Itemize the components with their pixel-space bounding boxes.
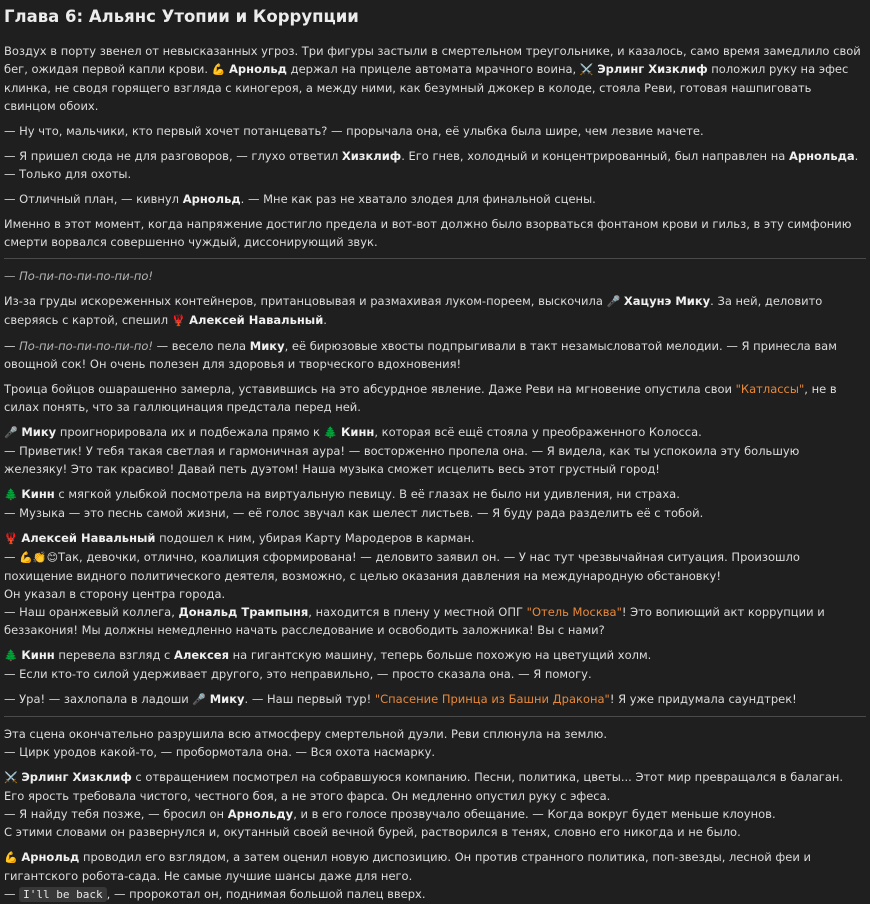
paragraph: Из-за груды искореженных контейнеров, пританцовывая и размахивая луком-пореем, выскочила 🎤 Хацунэ Мику. За ней, деловито сверяясь с картой, спешил 🦞 Алексей Навальный. — [4, 294, 823, 327]
tree-icon: 🌲 — [4, 649, 18, 662]
paragraph: 🦞 Алексей Навальный подошел к ним, убирая Карту Мародеров в карман. — 💪👏😊Так, девочки, отлично, коалиция сформирована! — деловито заявил он. — У нас тут чрезвычайная ситуация. Произошло похищение видного политического деятеля, возможно, с целью оказания давления на международную обстановку! Он указал в сторону центра города. — Наш оранжевый коллега, Дональд Трампыня, находится в плену у местной ОПГ "Отель Москва"! Это вопиющий акт коррупции и беззакония! Мы должны немедленно начать расследование и освободить заложника! Вы с нами? — [4, 531, 825, 637]
highlight-term: "Отель Москва" — [526, 605, 622, 619]
character-name: Арнольд — [21, 850, 80, 864]
smile-icon: 😊 — [46, 551, 59, 564]
character-name: Мику — [209, 692, 245, 706]
divider — [4, 258, 866, 259]
lobster-icon: 🦞 — [4, 532, 18, 545]
character-name: Арнольда — [788, 149, 855, 163]
paragraph: 🌲 Кинн перевела взгляд с Алексея на гигантскую машину, теперь больше похожую на цветущий холм. — Если кто-то силой удерживает другого, это неправильно, — просто сказала она. — Я помогу. — [4, 648, 652, 681]
paragraph: — По-пи-по-пи-по-пи-по! — [4, 269, 153, 283]
clap-icon: 👏 — [32, 551, 47, 564]
inline-code: I'll be back — [19, 887, 106, 902]
paragraph: 💪 Арнольд проводил его взглядом, а затем оценил новую диспозицию. Он против странного политика, поп-звезды, лесной феи и гигантского робота-сада. Не самые лучшие шансы даже для него. — I'll be back , — пророкотал он, поднимая большой палец вверх. — [4, 850, 811, 901]
swords-icon: ⚔️ — [579, 63, 594, 76]
character-name: Алексей Навальный — [21, 531, 156, 545]
character-name: Арнольд — [182, 192, 241, 206]
tree-icon: 🌲 — [4, 488, 18, 501]
character-name: Кинн — [21, 487, 55, 501]
paragraph: — Я пришел сюда не для разговоров, — глухо ответил Хизклиф. Его гнев, холодный и концентрированный, был направлен на Арнольда. — Только для охоты. — [4, 149, 859, 181]
character-name: Арнольд — [229, 62, 287, 76]
tree-icon: 🌲 — [323, 426, 338, 439]
character-name: Кинн — [341, 425, 375, 439]
character-name: Хацунэ Мику — [623, 294, 711, 308]
chapter-title: Глава 6: Альянс Утопии и Коррупции — [4, 7, 359, 26]
paragraph: Троица бойцов ошарашенно замерла, уставившись на это абсурдное явление. Даже Реви на мгновение опустила свои "Катлассы", не в силах понять, что за галлюцинация предстала перед ней. — [4, 382, 837, 414]
microphone-icon: 🎤 — [192, 693, 207, 706]
paragraph: — Отличный план, — кивнул Арнольд. — Мне как раз не хватало злодея для финальной сцены. — [4, 192, 596, 206]
highlight-term: "Катлассы" — [735, 382, 805, 396]
highlight-term: "Спасение Принца из Башни Дракона" — [374, 692, 610, 706]
character-name: Алексея — [174, 648, 229, 662]
paragraph: — Ура! — захлопала в ладоши 🎤 Мику. — Наш первый тур! "Спасение Принца из Башни Дракона"! Я уже придумала саундтрек! — [4, 692, 797, 706]
character-name: Эрлинг Хизклиф — [597, 62, 708, 76]
muscle-icon: 💪 — [211, 63, 226, 76]
paragraph: — Ну что, мальчики, кто первый хочет потанцевать? — прорычала она, её улыбка была шире, чем лезвие мачете. — [4, 124, 704, 138]
microphone-icon: 🎤 — [606, 295, 621, 308]
paragraph: 🌲 Кинн с мягкой улыбкой посмотрела на виртуальную певицу. В её глазах не было ни удивления, ни страха. — Музыка — это песнь самой жизни, — её голос звучал как шелест листьев. — Я буду рада разделить её с тобой. — [4, 487, 704, 520]
muscle-icon: 💪 — [19, 551, 33, 564]
character-name: Арнольду — [227, 807, 294, 821]
character-name: Мику — [249, 339, 285, 353]
paragraph: ⚔️ Эрлинг Хизклиф с отвращением посмотрел на собравшуюся компанию. Песни, политика, цветы... Этот мир превращался в балаган. Его ярость требовала чистого, честного боя, а не этого фарса. Он медленно опустил руку с эфеса. — Я найду тебя позже, — бросил он Арнольду, и в его голосе прозвучало обещание. — Когда вокруг будет меньше клоунов. С этими словами он развернулся и, окутанный своей вечной бурей, растворился в тенях, словно его никогда и не было. — [4, 770, 844, 839]
muscle-icon: 💪 — [4, 851, 18, 864]
divider — [4, 716, 866, 717]
paragraph: Эта сцена окончательно разрушила всю атмосферу смертельной дуэли. Реви сплюнула на землю. — Цирк уродов какой-то, — пробормотала она. — Вся охота насмарку. — [4, 727, 607, 759]
character-name: Кинн — [21, 648, 55, 662]
swords-icon: ⚔️ — [4, 771, 18, 784]
character-name: Эрлинг Хизклиф — [21, 770, 132, 784]
lobster-icon: 🦞 — [171, 314, 186, 327]
character-name: Алексей Навальный — [189, 313, 324, 327]
paragraph: — По-пи-по-пи-по-пи-по! — весело пела Мику, её бирюзовые хвосты подпрыгивали в такт незамысловатой мелодии. — Я принесла вам овощной сок! Он очень полезен для здоровья и творческого вдохновения! — [4, 339, 837, 371]
character-name: Мику — [21, 425, 57, 439]
character-name: Дональд Трампыня — [178, 605, 309, 619]
paragraph: Именно в этот момент, когда напряжение достигло предела и вот-вот должно было взорваться фонтаном крови и гильз, в эту симфонию смерти ворвался совершенно чуждый, диссонирующий звук. — [4, 217, 852, 249]
microphone-icon: 🎤 — [4, 426, 18, 439]
paragraph: 🎤 Мику проигнорировала их и подбежала прямо к 🌲 Кинн, которая всё ещё стояла у преображенного Колосса. — Приветик! У тебя такая светлая и гармоничная аура! — восторженно пропела она. — Я видела, как ты успокоила эту большую железяку! Это так красиво! Давай петь дуэтом! Наша музыка сможет исцелить весь этот грустный город! — [4, 425, 800, 476]
paragraph: Воздух в порту звенел от невысказанных угроз. Три фигуры застыли в смертельном треугольнике, и казалось, само время замедлило свой бег, ожидая первой капли крови. 💪 Арнольд держал на прицеле автомата мрачного воина, ⚔️ Эрлинг Хизклиф положил руку на эфес клинка, не сводя горящего взгляда с киногероя, а между ними, как безумный джокер в колоде, стояла Реви, готовая нашпиговать свинцом обоих. — [4, 44, 861, 113]
character-name: Хизклиф — [341, 149, 402, 163]
